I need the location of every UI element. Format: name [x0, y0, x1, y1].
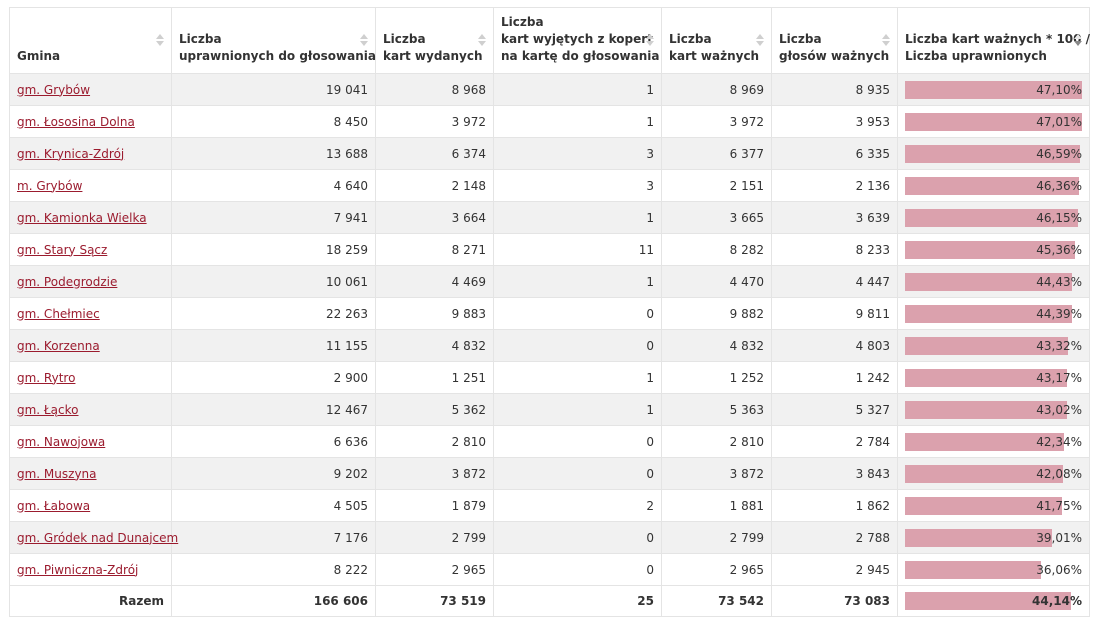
cell-kart-waznych: 4 470 [662, 266, 772, 298]
cell-kart-waznych: 2 810 [662, 426, 772, 458]
cell-uprawnionych: 7 176 [172, 522, 376, 554]
procent-value: 42,34% [1036, 434, 1082, 449]
cell-kart-waznych: 3 665 [662, 202, 772, 234]
gmina-link[interactable]: gm. Nawojowa [17, 434, 106, 449]
gmina-link[interactable]: gm. Krynica-Zdrój [17, 146, 125, 161]
cell-gmina [10, 554, 172, 586]
cell-kart-waznych: 9 882 [662, 298, 772, 330]
cell-wydanych: 5 362 [376, 394, 494, 426]
sort-icon[interactable] [646, 34, 654, 48]
sort-up-arrow-icon [882, 34, 890, 39]
table-row [10, 298, 1090, 330]
procent-value: 39,01% [1036, 530, 1082, 545]
cell-gmina [10, 234, 172, 266]
cell-procent [898, 266, 1090, 298]
cell-wyjetych: 1 [494, 266, 662, 298]
cell-gmina [10, 490, 172, 522]
column-header-label: Liczba [179, 32, 222, 46]
cell-glosow-waznych: 3 639 [772, 202, 898, 234]
sort-up-arrow-icon [756, 34, 764, 39]
gmina-link[interactable]: gm. Stary Sącz [17, 242, 108, 257]
procent-bar [905, 401, 1082, 419]
sort-icon[interactable] [882, 34, 890, 48]
sort-down-arrow-icon [882, 41, 890, 46]
cell-gmina [10, 138, 172, 170]
procent-value: 47,10% [1036, 82, 1082, 97]
cell-uprawnionych: 4 505 [172, 490, 376, 522]
results-table [9, 7, 1090, 617]
cell-uprawnionych: 9 202 [172, 458, 376, 490]
cell-wyjetych: 1 [494, 106, 662, 138]
column-header-label: Liczba [779, 32, 822, 46]
cell-uprawnionych: 7 941 [172, 202, 376, 234]
cell-uprawnionych: 11 155 [172, 330, 376, 362]
cell-glosow-waznych: 1 242 [772, 362, 898, 394]
cell-gmina [10, 74, 172, 106]
cell-glosow-waznych: 8 935 [772, 74, 898, 106]
cell-wydanych: 4 832 [376, 330, 494, 362]
sort-up-arrow-icon [156, 34, 164, 39]
column-header-label: Liczba uprawnionych [905, 49, 1047, 63]
cell-procent [898, 170, 1090, 202]
cell-wyjetych: 1 [494, 394, 662, 426]
sort-down-arrow-icon [360, 41, 368, 46]
cell-glosow-waznych: 2 784 [772, 426, 898, 458]
cell-procent [898, 298, 1090, 330]
cell-uprawnionych: 12 467 [172, 394, 376, 426]
procent-value: 42,08% [1036, 466, 1082, 481]
cell-kart-waznych: 4 832 [662, 330, 772, 362]
cell-glosow-waznych: 4 803 [772, 330, 898, 362]
gmina-link[interactable]: gm. Muszyna [17, 466, 97, 481]
cell-kart-waznych: 2 965 [662, 554, 772, 586]
procent-value: 44,39% [1036, 306, 1082, 321]
cell-glosow-waznych: 6 335 [772, 138, 898, 170]
procent-bar [905, 273, 1082, 291]
procent-bar-fill [905, 529, 1052, 547]
table-row [10, 426, 1090, 458]
cell-uprawnionych: 2 900 [172, 362, 376, 394]
table-body [10, 74, 1090, 586]
cell-wyjetych: 0 [494, 426, 662, 458]
procent-bar [905, 81, 1082, 99]
cell-kart-waznych: 2 151 [662, 170, 772, 202]
cell-gmina [10, 298, 172, 330]
cell-gmina [10, 106, 172, 138]
column-header-label: uprawnionych do głosowania [179, 49, 376, 63]
table-row [10, 394, 1090, 426]
cell-glosow-waznych: 9 811 [772, 298, 898, 330]
cell-kart-waznych: 8 282 [662, 234, 772, 266]
table-row [10, 74, 1090, 106]
column-header-label: Gmina [17, 49, 61, 63]
cell-procent [898, 554, 1090, 586]
cell-procent [898, 138, 1090, 170]
column-header-kart-waznych[interactable] [662, 8, 772, 74]
cell-gmina [10, 426, 172, 458]
gmina-link[interactable]: gm. Chełmiec [17, 306, 100, 321]
gmina-link[interactable]: gm. Rytro [17, 370, 76, 385]
cell-uprawnionych: 13 688 [172, 138, 376, 170]
cell-glosow-waznych: 5 327 [772, 394, 898, 426]
cell-wyjetych: 1 [494, 74, 662, 106]
column-header-procent[interactable] [898, 8, 1090, 74]
procent-value: 45,36% [1036, 242, 1082, 257]
sort-up-arrow-icon [360, 34, 368, 39]
cell-kart-waznych: 3 972 [662, 106, 772, 138]
cell-wyjetych: 0 [494, 298, 662, 330]
cell-procent [898, 234, 1090, 266]
cell-uprawnionych: 18 259 [172, 234, 376, 266]
cell-wyjetych: 11 [494, 234, 662, 266]
column-header-wydanych[interactable] [376, 8, 494, 74]
cell-wydanych: 3 972 [376, 106, 494, 138]
total-glosow-waznych: 73 083 [772, 586, 898, 617]
column-header-wyjetych[interactable] [494, 8, 662, 74]
cell-wydanych: 2 148 [376, 170, 494, 202]
cell-wydanych: 1 879 [376, 490, 494, 522]
procent-value: 46,15% [1036, 210, 1082, 225]
column-header-gmina[interactable] [10, 8, 172, 74]
total-procent-bar [905, 592, 1082, 610]
total-wydanych: 73 519 [376, 586, 494, 617]
table-row [10, 234, 1090, 266]
cell-gmina [10, 394, 172, 426]
cell-kart-waznych: 1 881 [662, 490, 772, 522]
column-header-label: głosów ważnych [779, 49, 890, 63]
cell-gmina [10, 362, 172, 394]
procent-bar [905, 305, 1082, 323]
table-header [10, 8, 1090, 74]
procent-value: 43,02% [1036, 402, 1082, 417]
procent-bar [905, 369, 1082, 387]
cell-kart-waznych: 2 799 [662, 522, 772, 554]
cell-wydanych: 2 799 [376, 522, 494, 554]
total-uprawnionych: 166 606 [172, 586, 376, 617]
procent-bar [905, 113, 1082, 131]
procent-bar-fill [905, 561, 1041, 579]
sort-icon[interactable] [756, 34, 764, 48]
cell-procent [898, 394, 1090, 426]
procent-bar [905, 337, 1082, 355]
gmina-link[interactable]: gm. Podegrodzie [17, 274, 118, 289]
procent-bar [905, 433, 1082, 451]
procent-bar [905, 561, 1082, 579]
gmina-link[interactable]: m. Grybów [17, 178, 83, 193]
procent-value: 46,36% [1036, 178, 1082, 193]
cell-glosow-waznych: 2 945 [772, 554, 898, 586]
cell-kart-waznych: 8 969 [662, 74, 772, 106]
procent-value: 43,32% [1036, 338, 1082, 353]
cell-wyjetych: 0 [494, 458, 662, 490]
procent-bar [905, 145, 1082, 163]
cell-gmina [10, 170, 172, 202]
gmina-link[interactable]: gm. Kamionka Wielka [17, 210, 147, 225]
column-header-label: Liczba kart ważnych * 100 / [905, 32, 1091, 46]
cell-uprawnionych: 4 640 [172, 170, 376, 202]
cell-procent [898, 106, 1090, 138]
sort-icon[interactable] [360, 34, 368, 48]
cell-uprawnionych: 22 263 [172, 298, 376, 330]
cell-wydanych: 3 872 [376, 458, 494, 490]
sort-down-arrow-icon [1074, 41, 1082, 46]
gmina-link[interactable]: gm. Korzenna [17, 338, 100, 353]
gmina-link[interactable]: gm. Łabowa [17, 498, 91, 513]
table-row [10, 170, 1090, 202]
procent-value: 36,06% [1036, 562, 1082, 577]
table-row [10, 554, 1090, 586]
total-label: Razem [10, 586, 172, 617]
cell-glosow-waznych: 1 862 [772, 490, 898, 522]
table-row [10, 106, 1090, 138]
table-row [10, 138, 1090, 170]
cell-wyjetych: 1 [494, 362, 662, 394]
cell-procent [898, 522, 1090, 554]
cell-wyjetych: 2 [494, 490, 662, 522]
header-row [10, 8, 1090, 74]
gmina-link[interactable]: gm. Łącko [17, 402, 79, 417]
table-row [10, 490, 1090, 522]
cell-kart-waznych: 5 363 [662, 394, 772, 426]
cell-glosow-waznych: 4 447 [772, 266, 898, 298]
cell-uprawnionych: 10 061 [172, 266, 376, 298]
cell-wydanych: 4 469 [376, 266, 494, 298]
table-row [10, 458, 1090, 490]
sort-up-arrow-icon [1074, 34, 1082, 39]
sort-desc-icon[interactable] [1074, 34, 1082, 48]
cell-procent [898, 426, 1090, 458]
sort-up-arrow-icon [478, 34, 486, 39]
column-header-label: Liczba [383, 32, 426, 46]
cell-wydanych: 2 810 [376, 426, 494, 458]
table-row [10, 522, 1090, 554]
cell-kart-waznych: 1 252 [662, 362, 772, 394]
cell-glosow-waznych: 8 233 [772, 234, 898, 266]
cell-procent [898, 202, 1090, 234]
procent-value: 46,59% [1036, 146, 1082, 161]
cell-wydanych: 6 374 [376, 138, 494, 170]
procent-value: 47,01% [1036, 114, 1082, 129]
column-header-label: Liczba [501, 15, 544, 29]
sort-down-arrow-icon [478, 41, 486, 46]
cell-uprawnionych: 6 636 [172, 426, 376, 458]
table-row [10, 202, 1090, 234]
cell-gmina [10, 266, 172, 298]
cell-wyjetych: 1 [494, 202, 662, 234]
procent-value: 41,75% [1036, 498, 1082, 513]
cell-wydanych: 2 965 [376, 554, 494, 586]
total-procent-value: 44,14% [1032, 594, 1082, 608]
total-wyjetych: 25 [494, 586, 662, 617]
procent-bar [905, 529, 1082, 547]
cell-gmina [10, 330, 172, 362]
column-header-label: na kartę do głosowania [501, 49, 660, 63]
gmina-link[interactable]: gm. Piwniczna-Zdrój [17, 562, 139, 577]
cell-uprawnionych: 8 450 [172, 106, 376, 138]
total-kart-waznych: 73 542 [662, 586, 772, 617]
results-table-container [9, 7, 1089, 617]
procent-bar [905, 465, 1082, 483]
cell-glosow-waznych: 2 136 [772, 170, 898, 202]
cell-procent [898, 74, 1090, 106]
cell-uprawnionych: 8 222 [172, 554, 376, 586]
sort-down-arrow-icon [156, 41, 164, 46]
column-header-label: kart ważnych [669, 49, 760, 63]
cell-wydanych: 1 251 [376, 362, 494, 394]
sort-up-arrow-icon [646, 34, 654, 39]
cell-wydanych: 9 883 [376, 298, 494, 330]
cell-kart-waznych: 6 377 [662, 138, 772, 170]
column-header-label: kart wyjętych z kopert [501, 32, 653, 46]
gmina-link[interactable]: gm. Łososina Dolna [17, 114, 135, 129]
total-procent-cell [898, 586, 1090, 617]
cell-gmina [10, 202, 172, 234]
table-row [10, 330, 1090, 362]
cell-wyjetych: 3 [494, 170, 662, 202]
cell-glosow-waznych: 3 953 [772, 106, 898, 138]
cell-gmina [10, 458, 172, 490]
cell-wyjetych: 0 [494, 554, 662, 586]
procent-bar [905, 497, 1082, 515]
sort-icon[interactable] [156, 34, 164, 48]
cell-wyjetych: 3 [494, 138, 662, 170]
gmina-link[interactable]: gm. Grybów [17, 82, 91, 97]
cell-gmina [10, 522, 179, 554]
gmina-link[interactable]: gm. Gródek nad Dunajcem [17, 530, 179, 545]
column-header-glosow-waznych[interactable] [772, 8, 898, 74]
cell-procent [898, 362, 1090, 394]
procent-value: 44,43% [1036, 274, 1082, 289]
cell-wydanych: 8 968 [376, 74, 494, 106]
procent-bar [905, 177, 1082, 195]
cell-procent [898, 458, 1090, 490]
cell-wydanych: 3 664 [376, 202, 494, 234]
cell-uprawnionych: 19 041 [172, 74, 376, 106]
sort-down-arrow-icon [756, 41, 764, 46]
column-header-label: Liczba [669, 32, 712, 46]
total-row [10, 586, 1090, 617]
sort-down-arrow-icon [646, 41, 654, 46]
cell-wydanych: 8 271 [376, 234, 494, 266]
sort-icon[interactable] [478, 34, 486, 48]
table-footer [10, 586, 1090, 617]
cell-kart-waznych: 3 872 [662, 458, 772, 490]
cell-wyjetych: 0 [494, 522, 662, 554]
cell-wyjetych: 0 [494, 330, 662, 362]
table-row [10, 266, 1090, 298]
procent-bar [905, 241, 1082, 259]
column-header-label: kart wydanych [383, 49, 483, 63]
procent-value: 43,17% [1036, 370, 1082, 385]
procent-bar [905, 209, 1082, 227]
column-header-uprawnionych[interactable] [172, 8, 376, 74]
cell-glosow-waznych: 3 843 [772, 458, 898, 490]
cell-procent [898, 490, 1090, 522]
cell-procent [898, 330, 1090, 362]
table-row [10, 362, 1090, 394]
cell-glosow-waznych: 2 788 [772, 522, 898, 554]
